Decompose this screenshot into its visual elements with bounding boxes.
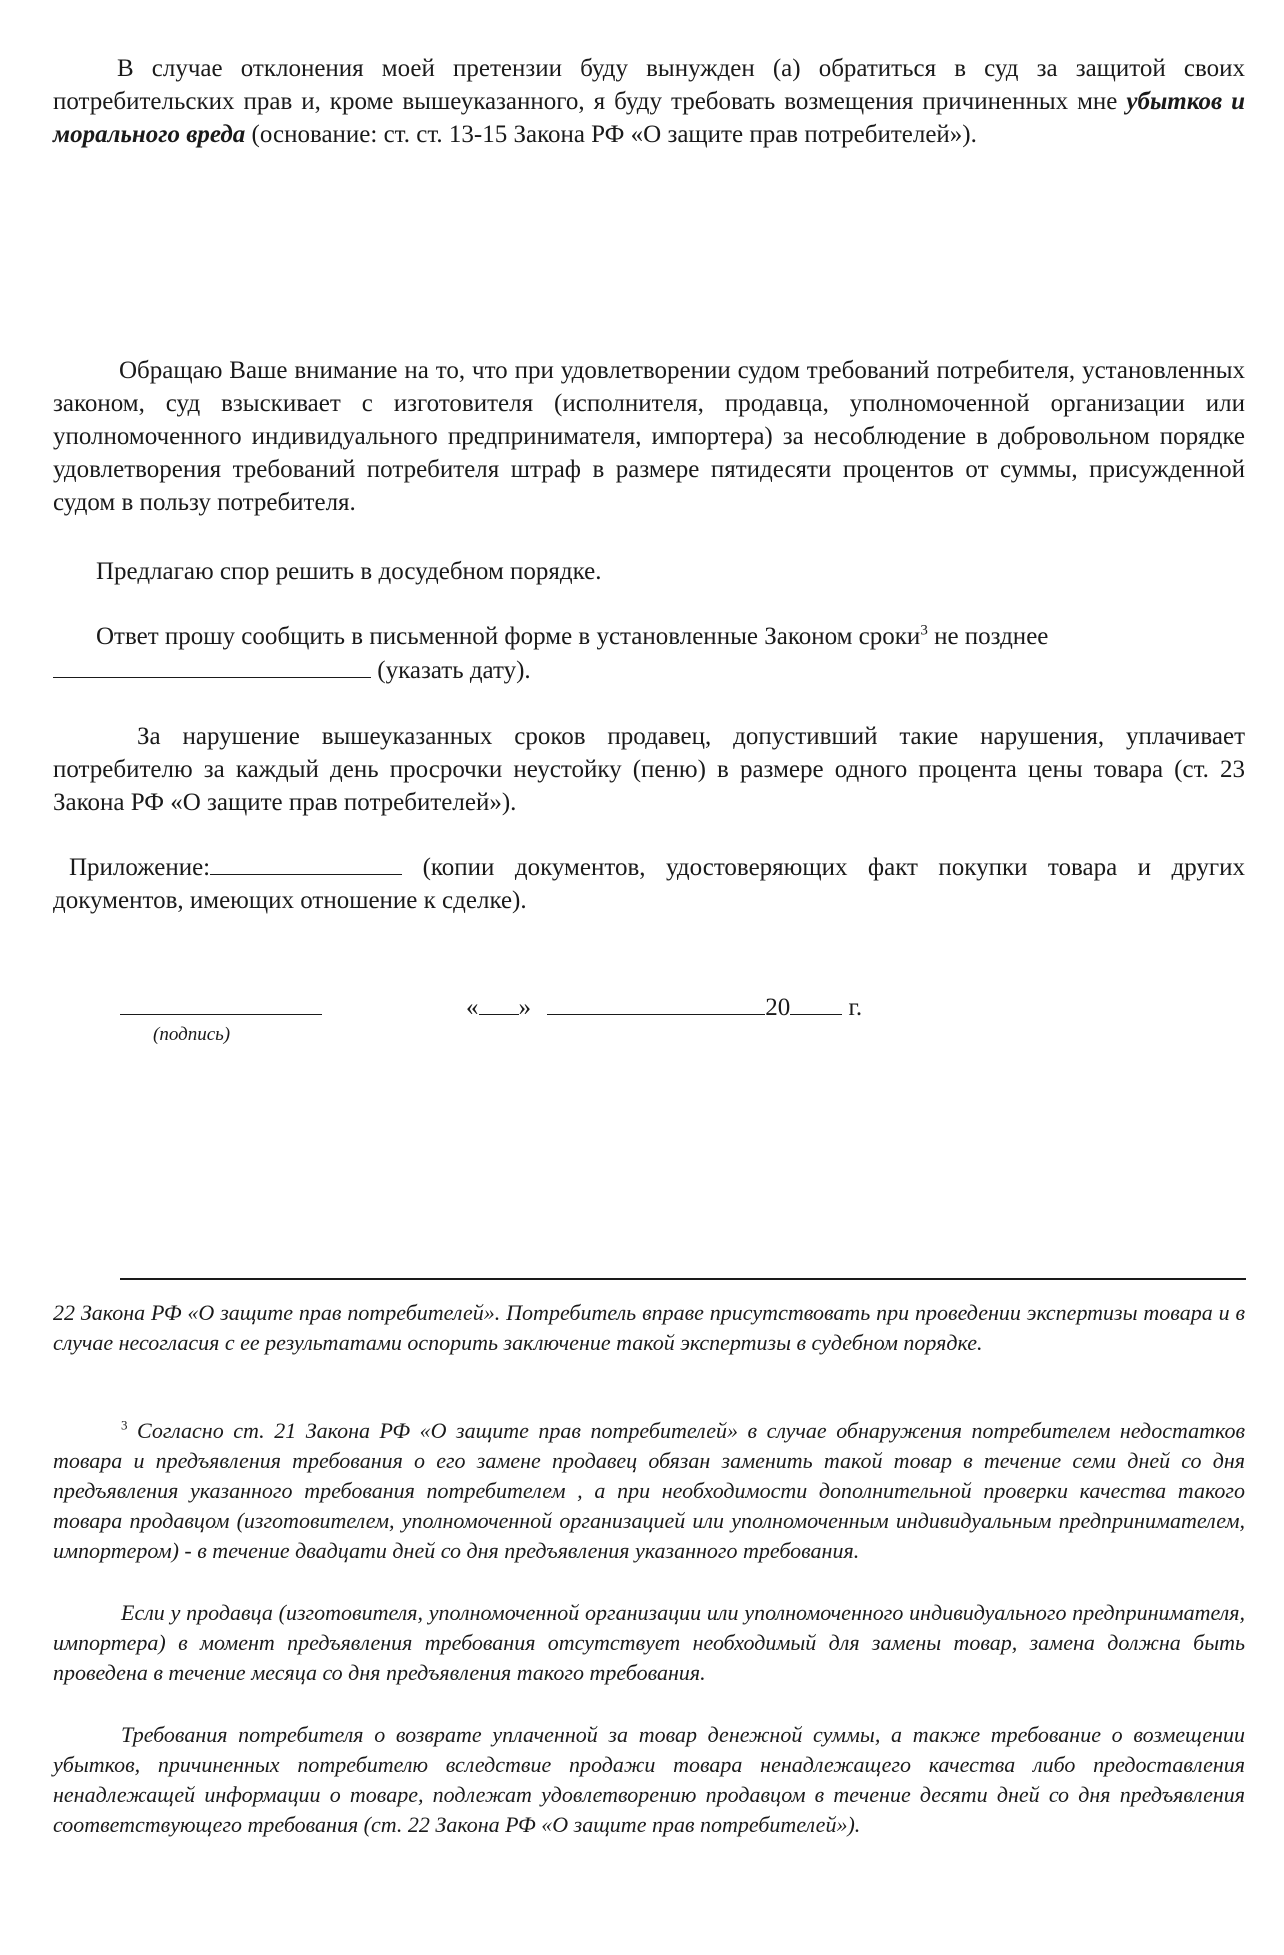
paragraph-response-request [53,620,1245,687]
footnote-continuation: 22 Закона РФ «О защите прав потребителей». Потребитель вправе присутствовать при проведении экспертизы товара и в случае несогласия с ее результатами оспорить заключение такой экспертизы в судебном порядке. [53,1300,1245,1355]
footnote-3-text-1: Согласно ст. 21 Закона РФ «О защите прав потребителей» в случае обнаружения потребителем недостатков товара и предъявления требования о его замене продавец обязан заменить такой товар в течение семи дней со дня предъявления указанного требования потребителем , а при необходимости дополнительной проверки качества такого товара продавцом (изготовителем, уполномоченной организацией или уполномоченным индивидуальным предпринимателем, импортером) - в течение двадцати дней со дня предъявления указанного требования. [53,1418,1245,1563]
paragraph-pretrial: Предлагаю спор решить в досудебном порядке. [96,558,602,585]
response-request-text-2: не позднее [927,623,1049,650]
signature-area [120,990,322,1022]
attachment-blank-line [210,850,402,875]
footnote-3-paragraph-1 [53,1416,1245,1566]
date-year-blank [790,990,842,1015]
paragraph-penalty-notice: Обращаю Ваше внимание на то, что при удовлетворении судом требований потребителя, установленных законом, суд взыскивает с изготовителя (исполнителя, продавца, уполномоченной организации или уполномоченного индивидуального предпринимателя, импортера) за несоблюдение в добровольном порядке удовлетворения требований потребителя штраф в размере пятидесяти процентов от суммы, присужденной судом в пользу потребителя. [53,357,1245,516]
paragraph-court-claim [53,52,1245,151]
paragraph-attachment [53,850,1245,917]
signature-blank-line [120,990,322,1015]
damages-emphasis: убытков и морального вреда [53,88,1245,148]
date-year-prefix: 20 [765,994,791,1021]
date-blank-line [53,653,371,678]
date-month-blank [547,990,765,1015]
attachment-label: Приложение: [69,854,211,881]
date-day-blank [479,990,519,1015]
date-quote-close: » [518,994,531,1021]
response-request-text-3: (указать дату). [377,657,531,684]
footnote-3-mark: 3 [121,1417,128,1433]
signature-caption: (подпись) [153,1024,231,1045]
attachment-text: (копии документов, удостоверяющих факт покупки товара и других документов, имеющих отношение к сделке). [53,854,1245,914]
response-request-text-1: Ответ прошу сообщить в письменной форме в установленные Законом сроки [96,623,921,650]
paragraph-court-claim-text-2: (основание: ст. ст. 13-15 Закона РФ «О защите прав потребителей»). [245,121,977,148]
footnote-3-paragraph-3: Требования потребителя о возврате уплаченной за товар денежной суммы, а также требование о возмещении убытков, причиненных потребителю вследствие продажи товара ненадлежащего качества либо предоставления ненадлежащей информации о товаре, подлежат удовлетворению продавцом в течение десяти дней со дня предъявления соответствующего требования (ст. 22 Закона РФ «О защите прав потребителей»). [53,1722,1245,1837]
date-quote-open: « [466,994,479,1021]
date-year-suffix: г. [848,994,863,1021]
footnote-separator [120,1278,1246,1280]
footnote-ref-3: 3 [920,622,928,639]
paragraph-violation-penalty: За нарушение вышеуказанных сроков продавец, допустивший такие нарушения, уплачивает потребителю за каждый день просрочки неустойку (пеню) в размере одного процента цены товара (ст. 23 Закона РФ «О защите прав потребителей»). [53,723,1245,816]
footnote-3-paragraph-2: Если у продавца (изготовителя, уполномоченной организации или уполномоченного индивидуального предпринимателя, импортера) в момент предъявления требования отсутствует необходимый для замены товар, замена должна быть проведена в течение месяца со дня предъявления такого требования. [53,1600,1245,1685]
date-area [466,990,862,1022]
paragraph-court-claim-text-1: В случае отклонения моей претензии буду вынужден (а) обратиться в суд за защитой своих потребительских прав и, кроме вышеуказанного, я буду требовать возмещения причиненных мне [53,55,1245,115]
